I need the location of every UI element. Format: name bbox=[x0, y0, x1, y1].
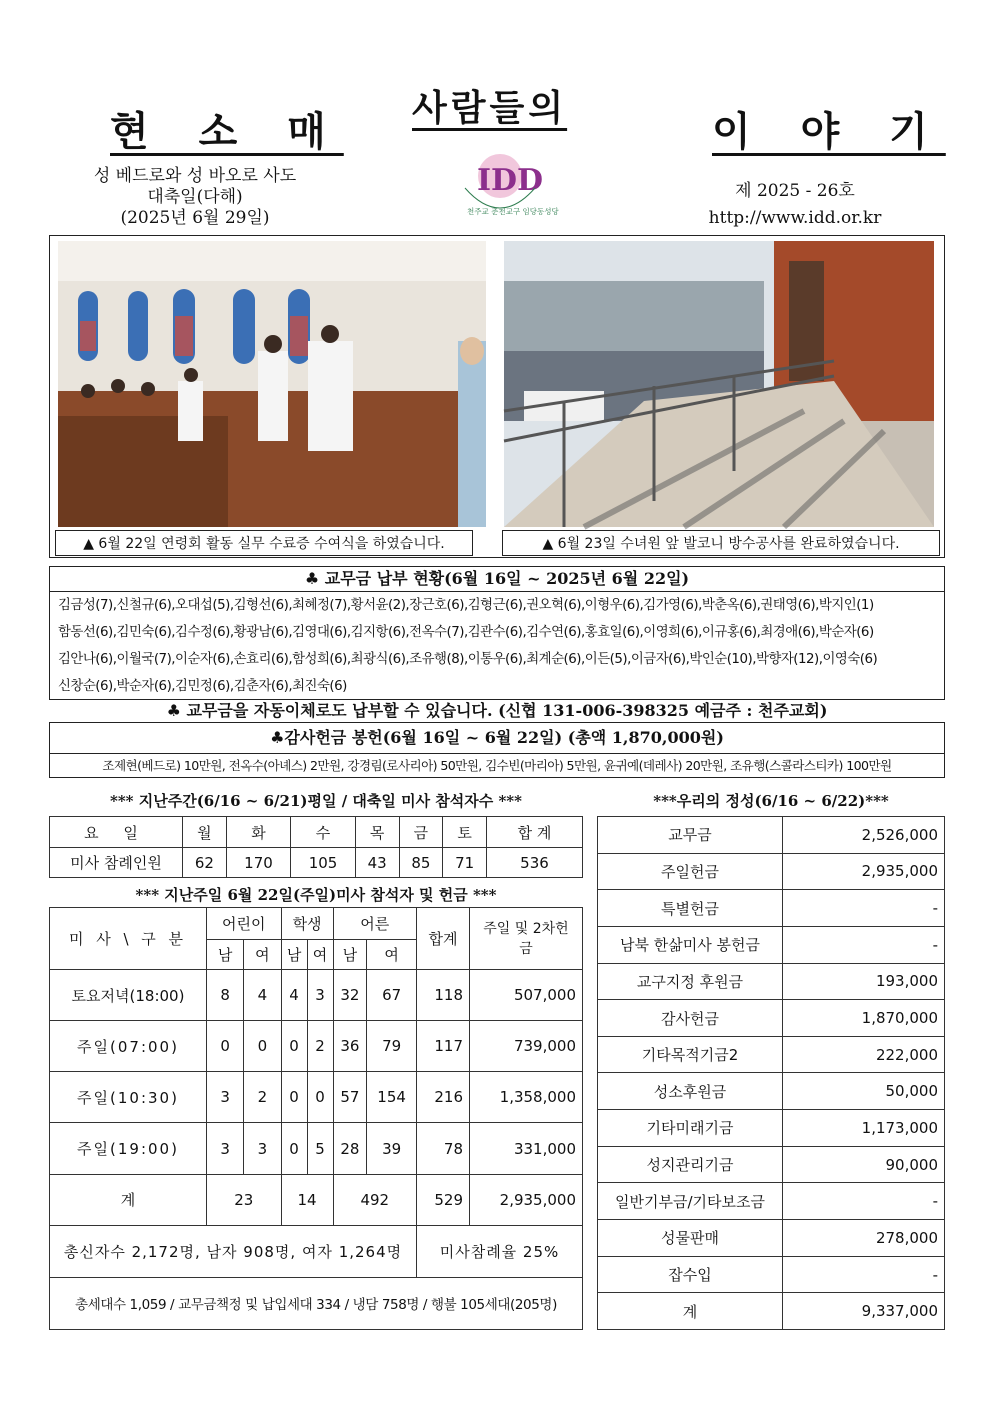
thanks-title: ♣감사헌금 봉헌(6월 16일 ~ 6월 22일) (총액 1,870,000원) bbox=[50, 723, 944, 754]
header-cell: 화 bbox=[226, 817, 291, 848]
header-cell: 월 bbox=[183, 817, 227, 848]
sum-student: 14 bbox=[281, 1174, 333, 1225]
table-row bbox=[50, 1072, 583, 1123]
offering-value: 2,526,000 bbox=[783, 817, 945, 854]
row-label: 주일(19:00) bbox=[50, 1123, 207, 1174]
table-cell: 536 bbox=[487, 848, 583, 878]
table-row bbox=[598, 1073, 945, 1110]
table-cell: 117 bbox=[417, 1021, 470, 1072]
table-cell: 8 bbox=[207, 970, 244, 1021]
table-cell: 118 bbox=[417, 970, 470, 1021]
table-row bbox=[598, 817, 945, 854]
table-row bbox=[50, 1021, 583, 1072]
caption-right: ▲ 6월 23일 수녀원 앞 발코니 방수공사를 완료하였습니다. bbox=[502, 530, 940, 556]
table-row-sum bbox=[598, 1293, 945, 1330]
table-row bbox=[598, 1220, 945, 1257]
offering-value: 2,935,000 bbox=[783, 853, 945, 890]
table-cell: 71 bbox=[443, 848, 487, 878]
table-row bbox=[598, 853, 945, 890]
header-mass: 미 사 \ 구 분 bbox=[50, 908, 207, 970]
table-cell: 39 bbox=[367, 1123, 417, 1174]
row-label: 주일(10:30) bbox=[50, 1072, 207, 1123]
website-url[interactable]: http://www.idd.or.kr bbox=[708, 208, 882, 228]
table-cell: 2 bbox=[244, 1072, 281, 1123]
logo-caption: 천주교 춘천교구 임당동성당 bbox=[467, 207, 559, 216]
header-female: 여 bbox=[307, 940, 333, 970]
table-cell: 0 bbox=[281, 1123, 307, 1174]
offering-value: 50,000 bbox=[783, 1073, 945, 1110]
offering-label: 특별헌금 bbox=[598, 890, 783, 927]
offering-value: - bbox=[783, 926, 945, 963]
table-cell: 170 bbox=[226, 848, 291, 878]
header-male: 남 bbox=[281, 940, 307, 970]
offering-value: - bbox=[783, 1256, 945, 1293]
offerings-title: ***우리의 정성(6/16 ~ 6/22)*** bbox=[653, 792, 889, 810]
table-cell: 507,000 bbox=[470, 970, 583, 1021]
header-cell: 수 bbox=[291, 817, 356, 848]
header-child: 어린이 bbox=[207, 908, 282, 940]
table-cell: 154 bbox=[367, 1072, 417, 1123]
table-cell: 62 bbox=[183, 848, 227, 878]
offering-label: 남북 한삶미사 봉헌금 bbox=[598, 926, 783, 963]
offering-label: 성물판매 bbox=[598, 1220, 783, 1257]
table-cell: 3 bbox=[307, 970, 333, 1021]
table-row bbox=[598, 1036, 945, 1073]
feast-line-1: 성 베드로와 성 바오로 사도 bbox=[93, 166, 297, 186]
weekday-mass-table bbox=[49, 816, 583, 878]
caption-left: ▲ 6월 22일 연령회 활동 실무 수료증 수여식을 하였습니다. bbox=[55, 530, 473, 556]
households-summary: 총세대수 1,059 / 교무금책정 및 납입세대 334 / 냉담 758명 / 행불 105세대(205명) bbox=[50, 1277, 583, 1329]
table-row bbox=[598, 1183, 945, 1220]
table-cell: 4 bbox=[281, 970, 307, 1021]
header-total: 합계 bbox=[417, 908, 470, 970]
header-male: 남 bbox=[333, 940, 367, 970]
row-label: 미사 참례인원 bbox=[50, 848, 183, 878]
table-cell: 32 bbox=[333, 970, 367, 1021]
table-row bbox=[50, 848, 583, 878]
table-cell: 67 bbox=[367, 970, 417, 1021]
header-female: 여 bbox=[367, 940, 417, 970]
table-cell: 4 bbox=[244, 970, 281, 1021]
table-cell: 43 bbox=[355, 848, 399, 878]
table-cell: 2 bbox=[307, 1021, 333, 1072]
feast-date: (2025년 6월 29일) bbox=[120, 208, 270, 228]
table-row bbox=[598, 926, 945, 963]
feast-name bbox=[60, 166, 330, 229]
table-cell: 0 bbox=[244, 1021, 281, 1072]
table-cell: 0 bbox=[281, 1021, 307, 1072]
offering-label: 계 bbox=[598, 1293, 783, 1330]
table-row bbox=[50, 1225, 583, 1277]
offering-value: 9,337,000 bbox=[783, 1293, 945, 1330]
table-cell: 28 bbox=[333, 1123, 367, 1174]
weekday-mass-title: *** 지난주간(6/16 ~ 6/21)평일 / 대축일 미사 참석자수 *** bbox=[109, 792, 522, 810]
table-row bbox=[50, 1277, 583, 1329]
table-row bbox=[598, 890, 945, 927]
table-cell: 1,358,000 bbox=[470, 1072, 583, 1123]
offering-value: 222,000 bbox=[783, 1036, 945, 1073]
table-row bbox=[598, 963, 945, 1000]
photo-balcony-waterproofing bbox=[504, 241, 934, 527]
header-cell: 토 bbox=[443, 817, 487, 848]
sum-offering: 2,935,000 bbox=[470, 1174, 583, 1225]
offering-value: 1,870,000 bbox=[783, 1000, 945, 1037]
header-student: 학생 bbox=[281, 908, 333, 940]
header-adult: 어른 bbox=[333, 908, 416, 940]
table-row bbox=[598, 1256, 945, 1293]
offering-label: 감사헌금 bbox=[598, 1000, 783, 1037]
table-cell: 0 bbox=[207, 1021, 244, 1072]
table-cell: 3 bbox=[207, 1123, 244, 1174]
row-label: 주일(07:00) bbox=[50, 1021, 207, 1072]
sunday-mass-title: *** 지난주일 6월 22일(주일)미사 참석자 및 헌금 *** bbox=[135, 886, 497, 904]
offering-value: 193,000 bbox=[783, 963, 945, 1000]
sum-child: 23 bbox=[207, 1174, 282, 1225]
auto-transfer-notice: ♣ 교무금을 자동이체로도 납부할 수 있습니다. (신협 131-006-398325 예금주 : 천주교회) bbox=[166, 701, 828, 720]
offering-value: - bbox=[783, 1183, 945, 1220]
offering-value: 90,000 bbox=[783, 1146, 945, 1183]
row-label: 계 bbox=[50, 1174, 207, 1225]
logo-letters: IDD bbox=[477, 163, 544, 198]
header-female: 여 bbox=[244, 940, 281, 970]
dues-line: 김금성(7),신철규(6),오대섭(5),김형선(6),최혜정(7),황서윤(2),장근호(6),김형근(6),권오혁(6),이형우(6),김가영(6),박춘옥(6),권태영(6),박지인(1) bbox=[58, 598, 874, 613]
photo-certificate-ceremony bbox=[58, 241, 486, 527]
table-cell: 5 bbox=[307, 1123, 333, 1174]
feast-line-2: 대축일(다해) bbox=[147, 187, 243, 207]
table-cell: 3 bbox=[207, 1072, 244, 1123]
offering-label: 잡수입 bbox=[598, 1256, 783, 1293]
table-cell: 36 bbox=[333, 1021, 367, 1072]
sum-total: 529 bbox=[417, 1174, 470, 1225]
offering-label: 기타목적기금2 bbox=[598, 1036, 783, 1073]
offering-label: 교구지정 후원금 bbox=[598, 963, 783, 1000]
table-row-sum bbox=[50, 1174, 583, 1225]
table-cell: 78 bbox=[417, 1123, 470, 1174]
offering-label: 주일헌금 bbox=[598, 853, 783, 890]
offering-value: 278,000 bbox=[783, 1220, 945, 1257]
offering-label: 성지관리기금 bbox=[598, 1146, 783, 1183]
table-cell: 3 bbox=[244, 1123, 281, 1174]
parish-logo bbox=[455, 148, 559, 223]
dues-line: 신창순(6),박순자(6),김민정(6),김춘자(6),최진숙(6) bbox=[58, 679, 347, 694]
table-row bbox=[50, 1123, 583, 1174]
table-row bbox=[50, 817, 583, 848]
header-cell: 목 bbox=[355, 817, 399, 848]
table-cell: 57 bbox=[333, 1072, 367, 1123]
table-cell: 331,000 bbox=[470, 1123, 583, 1174]
dues-title: ♣ 교무금 납부 현황(6월 16일 ~ 2025년 6월 22일) bbox=[50, 567, 944, 592]
header-cell: 금 bbox=[399, 817, 443, 848]
header-male: 남 bbox=[207, 940, 244, 970]
header-cell: 합 계 bbox=[487, 817, 583, 848]
center-title: 사람들의 bbox=[412, 87, 568, 129]
table-row bbox=[598, 1000, 945, 1037]
table-cell: 105 bbox=[291, 848, 356, 878]
believers-summary: 총신자수 2,172명, 남자 908명, 여자 1,264명 bbox=[50, 1225, 417, 1277]
thanks-box bbox=[49, 722, 945, 778]
offerings-table bbox=[597, 816, 945, 1330]
table-row bbox=[598, 1110, 945, 1147]
offering-label: 교무금 bbox=[598, 817, 783, 854]
header-cell: 요 일 bbox=[50, 817, 183, 848]
offering-label: 일반기부금/기타보조금 bbox=[598, 1183, 783, 1220]
sunday-mass-table bbox=[49, 907, 583, 1330]
table-row bbox=[50, 908, 583, 940]
offering-label: 기타미래기금 bbox=[598, 1110, 783, 1147]
sum-adult: 492 bbox=[333, 1174, 416, 1225]
table-cell: 85 bbox=[399, 848, 443, 878]
table-cell: 216 bbox=[417, 1072, 470, 1123]
dues-box bbox=[49, 566, 945, 700]
offering-value: 1,173,000 bbox=[783, 1110, 945, 1147]
table-cell: 739,000 bbox=[470, 1021, 583, 1072]
right-title: 이 야 기 bbox=[712, 108, 946, 155]
offering-label: 성소후원금 bbox=[598, 1073, 783, 1110]
table-row bbox=[598, 1146, 945, 1183]
table-cell: 0 bbox=[281, 1072, 307, 1123]
offering-value: - bbox=[783, 890, 945, 927]
table-cell: 79 bbox=[367, 1021, 417, 1072]
table-cell: 0 bbox=[307, 1072, 333, 1123]
dues-line: 김안나(6),이월국(7),이순자(6),손효리(6),함성희(6),최광식(6),조유행(8),이통우(6),최계순(6),이든(5),이금자(6),박인순(10),박향자(12),이영숙(6) bbox=[58, 652, 878, 667]
left-title: 현 소 매 bbox=[110, 108, 344, 155]
header-offering: 주일 및 2차헌금 bbox=[470, 908, 583, 970]
row-label: 토요저녁(18:00) bbox=[50, 970, 207, 1021]
thanks-line: 조제현(베드로) 10만원, 전옥수(아녜스) 2만원, 강경림(로사리아) 50만원, 김수빈(마리아) 5만원, 윤귀예(데레사) 20만원, 조유행(스콜라스티카) 100만원 bbox=[102, 758, 892, 773]
table-row bbox=[50, 970, 583, 1021]
attendance-ratio: 미사참례율 25% bbox=[417, 1225, 583, 1277]
dues-line: 함동선(6),김민숙(6),김수정(6),황광남(6),김영대(6),김지항(6),전옥수(7),김관수(6),김수연(6),홍효일(6),이영희(6),이규홍(6),최경애(6),박순자(6) bbox=[58, 625, 874, 640]
issue-number: 제 2025 - 26호 bbox=[735, 181, 855, 201]
